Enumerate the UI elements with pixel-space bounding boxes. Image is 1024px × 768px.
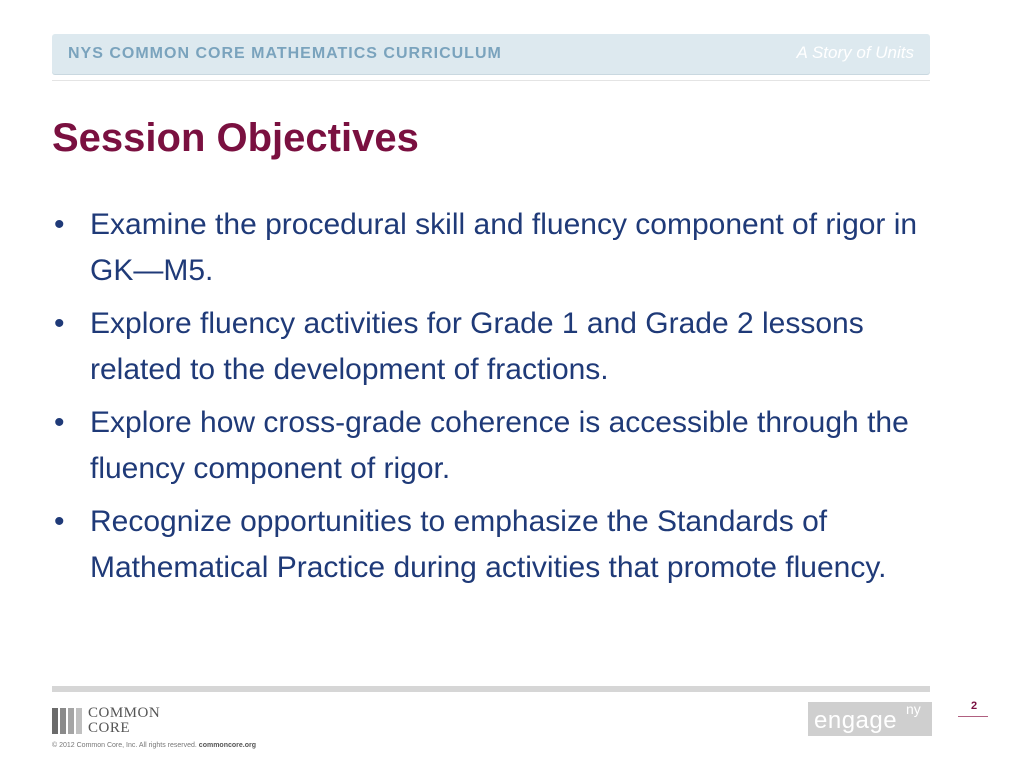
engageny-logo bbox=[808, 702, 932, 736]
objective-text: Examine the procedural skill and fluency component of rigor in GK—M5. bbox=[90, 208, 918, 287]
objective-item bbox=[52, 499, 952, 591]
slide-header-bar bbox=[52, 34, 930, 74]
copyright-notice bbox=[52, 742, 256, 749]
bullet-icon: • bbox=[54, 208, 65, 241]
common-core-logo bbox=[52, 706, 160, 736]
objective-text: Recognize opportunities to emphasize the Standards of Mathematical Practice during activities that promote fluency. bbox=[90, 505, 887, 584]
objective-text: Explore how cross-grade coherence is accessible through the fluency component of rigor. bbox=[90, 406, 909, 485]
bullet-icon: • bbox=[54, 505, 65, 538]
objectives-list bbox=[52, 202, 952, 598]
page-number: 2 bbox=[970, 700, 978, 712]
slide-title: Session Objectives bbox=[52, 116, 419, 160]
footer-divider bbox=[52, 686, 930, 692]
common-core-bars-icon bbox=[52, 708, 82, 734]
series-subtitle: A Story of Units bbox=[796, 43, 914, 62]
objective-item bbox=[52, 202, 952, 294]
objective-text: Explore fluency activities for Grade 1 and Grade 2 lessons related to the development of fractions. bbox=[90, 307, 864, 386]
objective-item bbox=[52, 400, 952, 492]
page-number-underline bbox=[958, 716, 988, 717]
logo-word-core: CORE bbox=[88, 720, 131, 736]
logo-word-common: COMMON bbox=[88, 705, 161, 721]
copyright-text: © 2012 Common Core, Inc. All rights reserved. bbox=[52, 742, 197, 749]
engage-wordmark: engage bbox=[814, 707, 898, 734]
objective-item bbox=[52, 301, 952, 393]
header-divider bbox=[52, 80, 930, 81]
bullet-icon: • bbox=[54, 307, 65, 340]
bullet-icon: • bbox=[54, 406, 65, 439]
curriculum-title: NYS COMMON CORE MATHEMATICS CURRICULUM bbox=[68, 45, 502, 62]
engage-ny-superscript: ny bbox=[906, 701, 921, 717]
site-link[interactable]: commoncore.org bbox=[198, 742, 256, 749]
